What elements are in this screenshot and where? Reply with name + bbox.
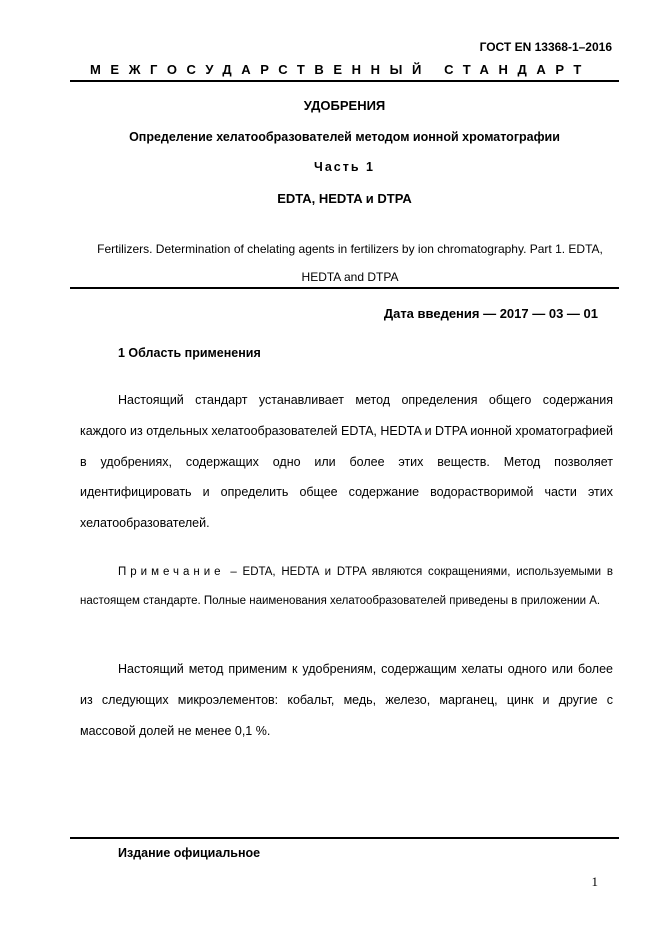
standard-type-heading: МЕЖГОСУДАРСТВЕННЫЙ СТАНДАРТ xyxy=(90,62,591,77)
part-label: Часть 1 xyxy=(314,160,375,174)
chelating-agents-title: EDTA, HEDTA и DTPA xyxy=(277,191,412,206)
page-number: 1 xyxy=(591,874,598,889)
effective-date: Дата введения — 2017 — 03 — 01 xyxy=(383,306,598,321)
document-title: УДОБРЕНИЯ xyxy=(303,98,386,113)
scope-paragraph xyxy=(80,385,613,539)
english-title: Fertilizers. Determination of chelating agents in fertilizers by ion chromatography. Part 1. EDTA, HEDTA and DTPA xyxy=(97,242,603,284)
note-text: – EDTA, HEDTA и DTPA являются сокращениями, используемыми в настоящем стандарте. Полные наименования хелатообразователей приведены в приложении А. xyxy=(80,566,613,607)
standard-number: ГОСТ EN 13368-1–2016 xyxy=(479,40,612,54)
applicability-paragraph xyxy=(80,654,613,746)
section-heading: 1 Область применения xyxy=(118,346,261,360)
note-label: Примечание xyxy=(118,566,225,578)
official-edition: Издание официальное xyxy=(118,846,261,860)
title-divider xyxy=(70,287,619,289)
document-subtitle: Определение хелатообразователей методом ионной хроматографии xyxy=(129,130,560,144)
applicability-paragraph-text: Настоящий метод применим к удобрениям, содержащим хелаты одного или более из следующих микроэлементов: кобальт, медь, железо, марганец, цинк и другие с массовой долей не менее 0,1 %. xyxy=(80,662,613,738)
top-divider xyxy=(70,80,619,82)
scope-paragraph-text: Настоящий стандарт устанавливает метод определения общего содержания каждого из отдельных хелатообразователей EDTA, HEDTA и DTPA ионной хроматографией в удобрениях, содержащих одно или более этих веществ. Метод позволяет идентифицировать и определить общее содержание водорастворимой части этих хелатообразователей. xyxy=(80,393,614,531)
footer-divider xyxy=(70,837,619,839)
note-paragraph xyxy=(80,558,613,615)
